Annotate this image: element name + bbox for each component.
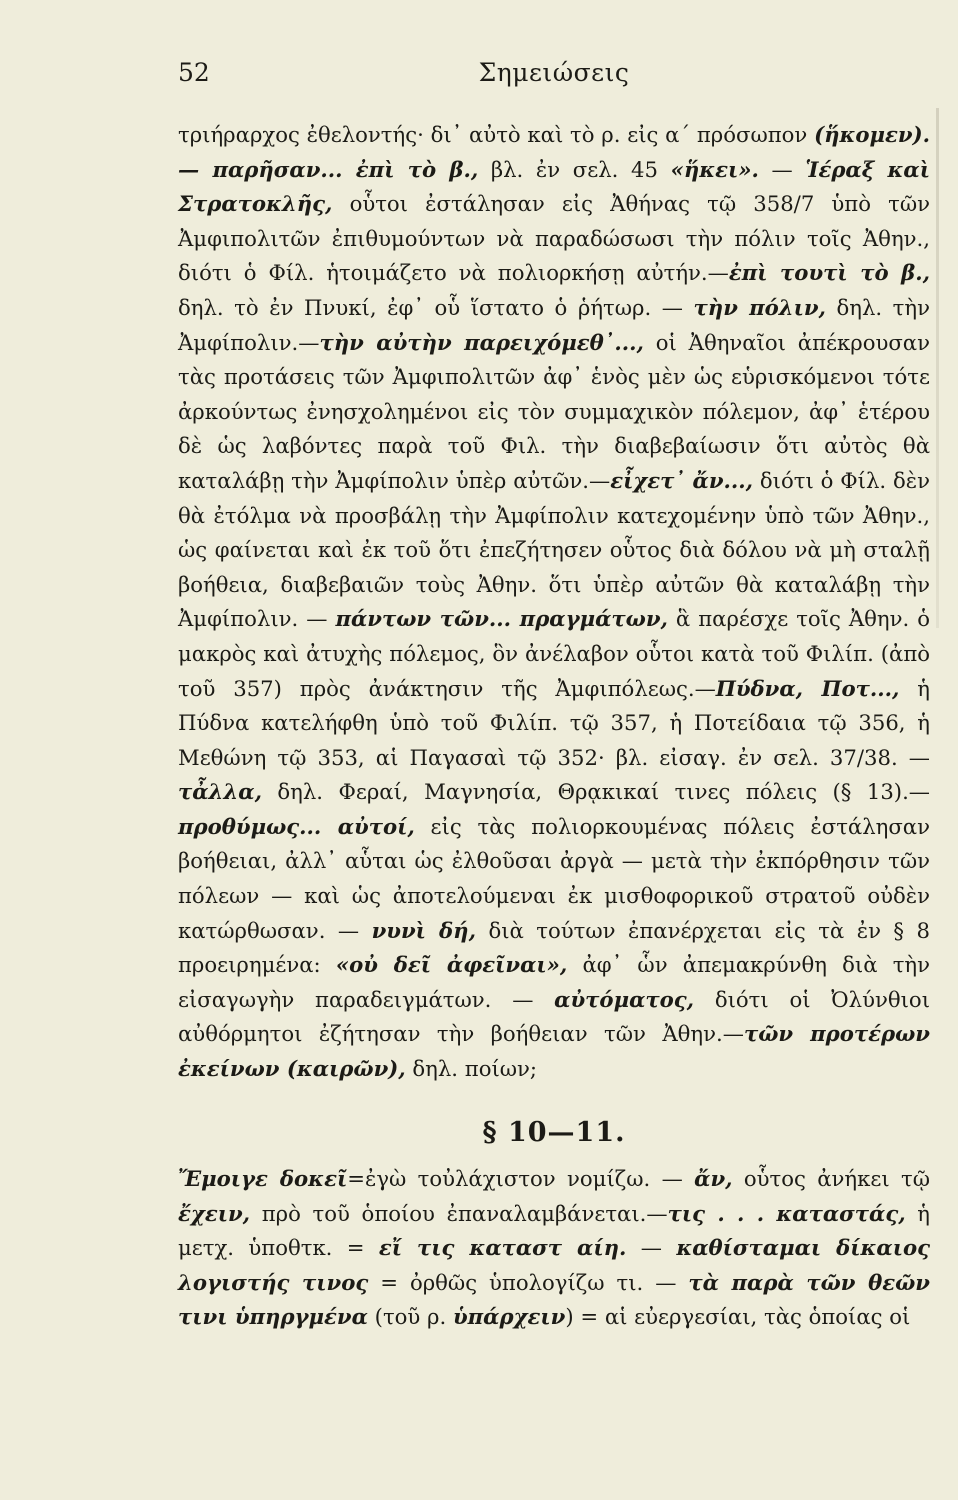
note-text: διότι οἱ Ὀλύνθιοι αὐθόρμητοι ἐζήτησαν τὴν βοήθειαν τῶν Ἀθην.— bbox=[178, 986, 930, 1047]
lemma-term: (ἥκομεν). — παρῆσαν... ἐπὶ τὸ β., bbox=[178, 122, 930, 182]
note-text: οὗτοι ἐστάλησαν εἰς Ἀθήνας τῷ 358/7 ὑπὸ τῶν Ἀμφιπολιτῶν ἐπιθυμούντων νὰ παραδώσωσι τὴν πόλιν τοῖς Ἀθην., διότι ὁ Φίλ. ἡτοιμάζετο νὰ πολιορκήσῃ αὐτήν.— bbox=[178, 191, 930, 286]
note-text: διότι ὁ Φίλ. δὲν θὰ ἐτόλμα νὰ προσβάλῃ τὴν Ἀμφίπολιν κατεχομένην ὑπὸ τῶν Ἀθην., ὡς φαίνεται καὶ ἐκ τοῦ ὅτι ἐπεζήτησεν οὗτος διὰ δόλου νὰ μὴ σταλῇ βοήθεια, διαβεβαιῶν τοὺς Ἀθην. ὅτι ὑπὲρ αὐτῶν θὰ καταλάβῃ τὴν Ἀμφίπολιν. — bbox=[178, 467, 931, 632]
note-text: εἰς τὰς πολιορκουμένας πόλεις ἐστάλησαν βοήθειαι, ἀλλ᾽ αὗται ὡς ἐλθοῦσαι ἀργὰ — μετὰ τὴν ἐκπόρθησιν τῶν πόλεων — καὶ ὡς ἀποτελούμεναι ἐκ μισθοφορικοῦ στρατοῦ οὐδὲν κατώρθωσαν. — bbox=[178, 813, 930, 943]
note-text: δηλ. Φεραί, Μαγνησία, Θρᾳκικαί τινες πόλεις (§ 13).— bbox=[261, 779, 930, 805]
page-number: 52 bbox=[178, 58, 210, 87]
note-text: ἃ παρέσχε τοῖς Ἀθην. ὁ μακρὸς καὶ ἀτυχὴς πόλεμος, ὃν ἀνέλαβον οὗτοι κατὰ τοῦ Φιλίπ. (ἀπὸ τοῦ 357) πρὸς ἀνάκτησιν τῆς Ἀμφιπόλεως.— bbox=[178, 606, 931, 701]
lemma-term: Πύδνα, Ποτ..., bbox=[715, 675, 900, 701]
note-text: οὗτος ἀνήκει τῷ bbox=[732, 1166, 931, 1191]
lemma-term: εἶχετ᾽ ἄν..., bbox=[610, 467, 754, 493]
note-text: δηλ. τὴν Ἀμφίπολιν.— bbox=[178, 294, 930, 355]
note-text: = ὀρθῶς ὑπολογίζω τι. — bbox=[368, 1269, 689, 1295]
note-text: — bbox=[758, 156, 806, 182]
note-text: βλ. ἐν σελ. 45 bbox=[478, 156, 671, 182]
lemma-term: καθίσταμαι δίκαιος λογιστής τινος bbox=[178, 1235, 930, 1295]
note-text: — bbox=[626, 1235, 677, 1261]
lemma-term: ἄν, bbox=[694, 1166, 733, 1191]
notes-paragraph-1 bbox=[178, 118, 930, 1087]
lemma-term: ἔχειν, bbox=[178, 1200, 251, 1226]
page-header bbox=[178, 58, 930, 94]
note-text: πρὸ τοῦ ὁποίου ἐπαναλαμβάνεται.— bbox=[250, 1200, 668, 1226]
lemma-term: προθύμως... αὐτοί, bbox=[178, 813, 415, 839]
lemma-term: τὴν αὐτὴν παρειχόμεθ᾽..., bbox=[319, 329, 644, 355]
note-text: ἀφ᾽ ὧν ἀπεμακρύνθη διὰ τὴν εἰσαγωγὴν παραδειγμάτων. — bbox=[178, 952, 930, 1012]
lemma-term: τῶν προτέρων ἐκείνων (καιρῶν), bbox=[178, 1021, 930, 1082]
note-text: ἡ Πύδνα κατελήφθη ὑπὸ τοῦ Φιλίπ. τῷ 357, ἡ Ποτείδαια τῷ 356, ἡ Μεθώνη τῷ 353, αἱ Παγασαὶ τῷ 352· βλ. εἰσαγ. ἐν σελ. 37/38. — bbox=[178, 675, 930, 770]
note-text: οἱ Ἀθηναῖοι ἀπέκρουσαν τὰς προτάσεις τῶν Ἀμφιπολιτῶν ἀφ᾽ ἑνὸς μὲν ὡς εὑρισκόμενοι τότε ἀρκούντως ἐνησχολημένοι εἰς τὸν συμμαχικὸν πόλεμον, ἀφ᾽ ἑτέρου δὲ ὡς λαβόντες παρὰ τοῦ Φιλ. τὴν διαβεβαίωσιν ὅτι αὐτὸς θὰ καταλάβῃ τὴν Ἀμφίπολιν ὑπὲρ αὐτῶν.— bbox=[178, 329, 930, 493]
lemma-term: πάντων τῶν... πραγμάτων, bbox=[335, 606, 668, 632]
lemma-term: ἐπὶ τουτὶ τὸ β., bbox=[728, 260, 931, 286]
note-text: δηλ. τὸ ἐν Πνυκί, ἐφ᾽ οὗ ἵστατο ὁ ῥήτωρ. — bbox=[178, 294, 694, 320]
note-text: =ἐγὼ τοὐλάχιστον νομίζω. — bbox=[347, 1166, 695, 1191]
lemma-term: Ἱέραξ καὶ Στρατοκλῆς, bbox=[178, 156, 930, 217]
lemma-term: τὴν πόλιν, bbox=[693, 294, 826, 320]
lemma-term: νυνὶ δή, bbox=[371, 917, 476, 943]
lemma-term: ὑπάρχειν bbox=[452, 1304, 566, 1330]
note-text: ) = αἱ εὐεργεσίαι, τὰς ὁποίας οἱ bbox=[565, 1304, 911, 1330]
lemma-term: τἆλλα, bbox=[178, 779, 262, 805]
lemma-term: τις . . . καταστάς, bbox=[667, 1200, 906, 1226]
note-text: (τοῦ ρ. bbox=[367, 1304, 453, 1330]
note-text: δηλ. ποίων; bbox=[405, 1056, 538, 1082]
lemma-term: τὰ παρὰ τῶν θεῶν τινι ὑπηργμένα bbox=[178, 1269, 930, 1330]
page-edge-shadow bbox=[936, 108, 939, 628]
lemma-term: «οὐ δεῖ ἀφεῖναι», bbox=[335, 952, 568, 978]
lemma-term: «ἥκει». bbox=[670, 156, 759, 182]
note-text: τριήραρχος ἐθελοντής· δι᾽ αὐτὸ καὶ τὸ ρ. εἰς α΄ πρόσωπον bbox=[178, 122, 815, 147]
note-text: ἡ μετχ. ὑποθτκ. = bbox=[178, 1200, 930, 1261]
note-text: διὰ τούτων ἐπανέρχεται εἰς τὰ ἐν § 8 προειρημένα: bbox=[178, 917, 930, 978]
section-heading: § 10—11. bbox=[482, 1117, 626, 1148]
notes-paragraph-2 bbox=[178, 1162, 930, 1335]
running-title: Σημειώσεις bbox=[478, 58, 630, 87]
lemma-term: Ἔμοιγε δοκεῖ bbox=[178, 1166, 348, 1191]
lemma-term: εἴ τις καταστ αίη. bbox=[378, 1235, 627, 1261]
lemma-term: αὐτόματος, bbox=[554, 986, 695, 1012]
